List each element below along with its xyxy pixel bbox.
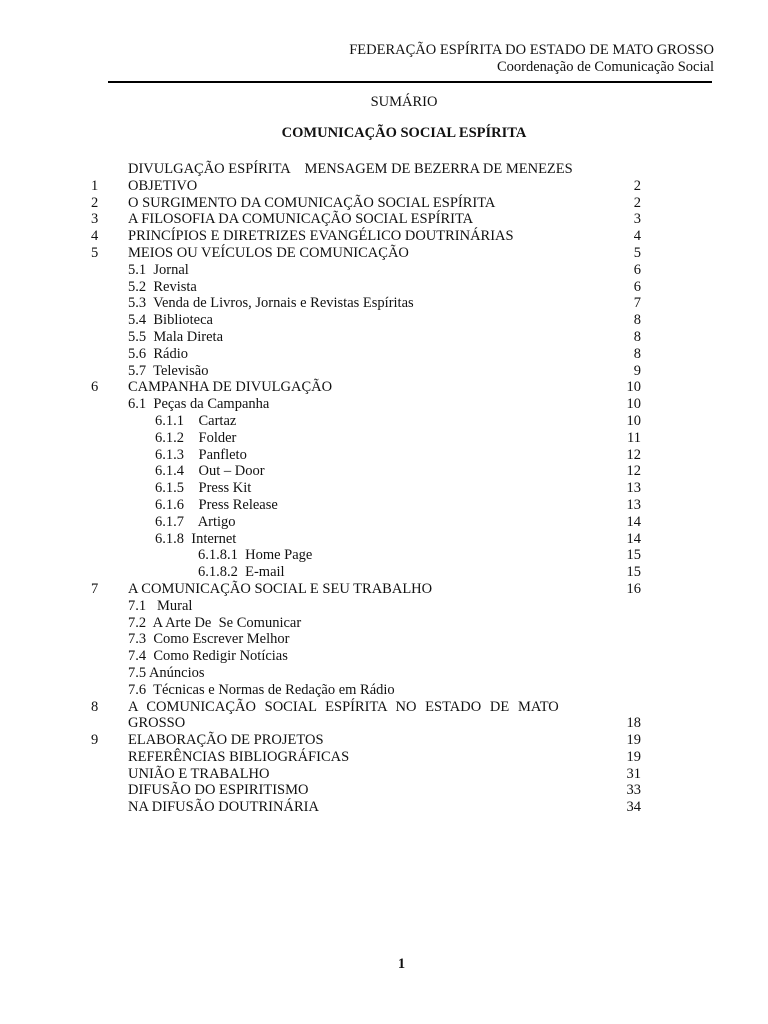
toc-entry [0,732,768,749]
toc-entry [0,665,768,682]
toc-entry-title: O SURGIMENTO DA COMUNICAÇÃO SOCIAL ESPÍRITA [128,194,496,211]
toc-entry-title: DIFUSÃO DO ESPIRITISMO [128,782,309,799]
toc-entry [0,228,768,245]
toc-entry-page: 4 [633,228,641,245]
toc-entry-number: 8 [91,698,99,715]
toc-entry [0,363,768,380]
toc-entry [0,312,768,329]
toc-entry [0,447,768,464]
toc-entry-title: 7.6 Técnicas e Normas de Redação em Rádio [128,681,395,698]
toc-entry-title: REFERÊNCIAS BIBLIOGRÁFICAS [128,748,350,765]
toc-entry [0,463,768,480]
toc-entry-title: 5.3 Venda de Livros, Jornais e Revistas Espíritas [128,295,414,312]
toc-entry-title: 5.5 Mala Direta [128,328,224,345]
toc-entry-page: 8 [633,312,641,329]
toc-entry-title: 6.1.2 Folder [155,429,237,446]
toc-entry-title: A COMUNICAÇÃO SOCIAL ESPÍRITA NO ESTADO DE MATO [128,698,559,715]
toc-entry-title: A FILOSOFIA DA COMUNICAÇÃO SOCIAL ESPÍRITA [128,211,474,228]
toc-entry [0,782,768,799]
toc-entry [0,161,768,178]
document-header [349,42,714,76]
toc-entry-title: 6.1.3 Panfleto [155,446,247,463]
toc-entry-title: 7.5 Anúncios [128,664,205,681]
toc-entry-title: 5.1 Jornal [128,261,189,278]
page-number: 1 [397,956,406,972]
toc-entry-title: CAMPANHA DE DIVULGAÇÃO [128,379,333,396]
toc-entry [0,766,768,783]
toc-entry-number: 6 [91,379,99,396]
toc-entry-page: 34 [626,799,641,816]
toc-entry [0,413,768,430]
toc-entry [0,379,768,396]
toc-entry [0,211,768,228]
toc-entry-number: 5 [91,244,99,261]
toc-entry-page: 6 [633,278,641,295]
toc-entry-title: 7.3 Como Escrever Melhor [128,631,290,648]
toc-entry-title: 6.1.8.1 Home Page [198,547,313,564]
toc-entry-title: DIVULGAÇÃO ESPÍRITA MENSAGEM DE BEZERRA DE MENEZES [128,161,573,177]
toc-entry-title: GROSSO [128,715,186,732]
toc-entry-page: 33 [626,782,641,799]
toc-entry-title: A COMUNICAÇÃO SOCIAL E SEU TRABALHO [128,580,433,597]
toc-entry-number: 4 [91,228,99,245]
toc-entry [0,631,768,648]
toc-entry [0,480,768,497]
toc-entry-page: 10 [626,379,641,396]
toc-entry-title: 5.6 Rádio [128,345,189,362]
toc-entry-page: 19 [626,748,641,765]
toc-entry-page: 5 [633,244,641,261]
toc-entry-page: 7 [633,295,641,312]
toc-entry-page: 16 [626,580,641,597]
toc-entry [0,547,768,564]
toc-entry [0,799,768,816]
toc-entry-page: 2 [633,194,641,211]
toc-entry-page: 10 [626,412,641,429]
toc-entry [0,430,768,447]
toc-entry [0,699,768,716]
toc-entry-number: 7 [91,580,99,597]
toc-entry-page: 8 [633,345,641,362]
toc-entry-title: ELABORAÇÃO DE PROJETOS [128,732,324,749]
toc-entry-title: 6.1.5 Press Kit [155,480,252,497]
toc-entry [0,564,768,581]
document-subtitle: COMUNICAÇÃO SOCIAL ESPÍRITA [281,125,527,141]
toc-entry [0,329,768,346]
toc-entry [0,514,768,531]
toc-entry-title: 6.1.8.2 E-mail [198,564,285,581]
toc-entry [0,581,768,598]
toc-entry-page: 13 [626,480,641,497]
toc-entry-page: 15 [626,564,641,581]
toc-entry [0,178,768,195]
toc-entry [0,279,768,296]
toc-entry-title: 6.1.4 Out – Door [155,463,265,480]
toc-entry [0,245,768,262]
toc-entry-page: 2 [633,177,641,194]
toc-entry-title: 5.7 Televisão [128,362,209,379]
toc-entry-page: 31 [626,765,641,782]
toc-entry [0,749,768,766]
toc-entry-title: 7.1 Mural [128,597,193,614]
toc-entry-title: 5.4 Biblioteca [128,312,213,329]
toc-entry [0,497,768,514]
toc-entry [0,295,768,312]
toc-entry-page: 14 [626,530,641,547]
toc-entry-page: 18 [626,715,641,732]
toc-entry-title: OBJETIVO [128,177,198,194]
toc-entry [0,195,768,212]
organization-name: FEDERAÇÃO ESPÍRITA DO ESTADO DE MATO GROSSO [349,42,714,58]
toc-entry [0,396,768,413]
toc-entry-page: 3 [633,211,641,228]
toc-entry [0,682,768,699]
toc-entry-title: 7.4 Como Redigir Notícias [128,648,288,665]
toc-entry-title: 5.2 Revista [128,278,197,295]
toc-entry-title: 6.1 Peças da Campanha [128,396,270,413]
toc-entry-number: 9 [91,732,99,749]
toc-entry-page: 19 [626,732,641,749]
department-name: Coordenação de Comunicação Social [496,59,714,75]
toc-entry-title: 7.2 A Arte De Se Comunicar [128,614,302,631]
toc-entry-page: 6 [633,261,641,278]
toc-entry [0,615,768,632]
toc-entry-title: 6.1.7 Artigo [155,513,236,530]
toc-entry-page: 10 [626,396,641,413]
table-of-contents [0,161,768,816]
toc-entry [0,262,768,279]
toc-entry-title: 6.1.8 Internet [155,530,237,547]
toc-entry-title: NA DIFUSÃO DOUTRINÁRIA [128,799,319,816]
toc-entry-title: PRINCÍPIOS E DIRETRIZES EVANGÉLICO DOUTRINÁRIAS [128,228,514,245]
toc-entry [0,531,768,548]
toc-entry-page: 8 [633,328,641,345]
toc-entry-title: 6.1.1 Cartaz [155,412,237,429]
toc-entry-number: 3 [91,211,99,228]
toc-entry-page: 9 [633,362,641,379]
toc-entry-page: 13 [626,496,641,513]
toc-entry [0,598,768,615]
toc-entry-title: MEIOS OU VEÍCULOS DE COMUNICAÇÃO [128,244,409,261]
toc-entry-page: 15 [626,547,641,564]
toc-entry [0,648,768,665]
toc-entry-page: 11 [627,429,641,446]
toc-entry-number: 2 [91,194,99,211]
toc-entry [0,346,768,363]
toc-entry-title: 6.1.6 Press Release [155,496,278,513]
page-title: SUMÁRIO [370,94,438,110]
toc-entry-page: 12 [626,463,641,480]
toc-entry [0,715,768,732]
toc-entry-page: 12 [626,446,641,463]
header-divider [108,81,712,83]
toc-entry-page: 14 [626,513,641,530]
toc-entry-title: UNIÃO E TRABALHO [128,765,270,782]
toc-entry-number: 1 [91,177,99,194]
